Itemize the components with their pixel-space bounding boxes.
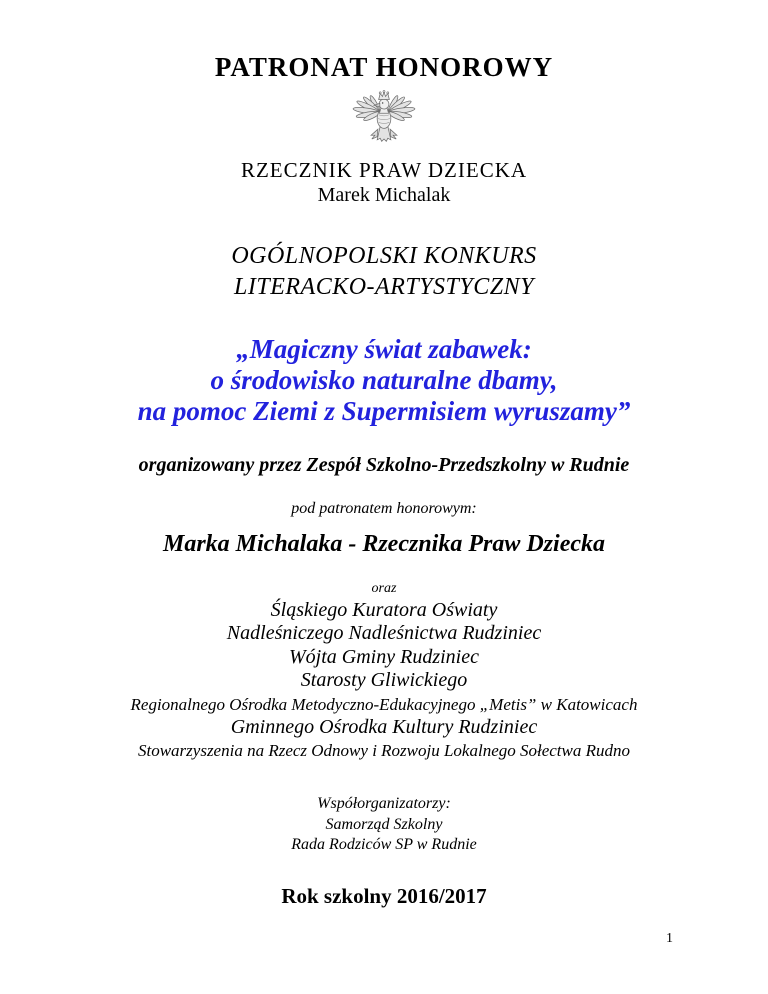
patron-item: Starosty Gliwickiego (300, 669, 468, 692)
patron-item: Wójta Gminy Rudziniec (289, 645, 479, 668)
patron-item: Nadleśniczego Nadleśnictwa Rudziniec (226, 622, 542, 645)
contest-title-line: o środowisko naturalne dbamy, (210, 365, 558, 395)
patron-item: Stowarzyszenia na Rzecz Odnowy i Rozwoju Lokalnego Sołectwa Rudno (137, 741, 631, 761)
contest-type (0, 241, 768, 303)
patron-item: Regionalnego Ośrodka Metodyczno-Edukacyjnego „Metis” w Katowicach (130, 694, 638, 714)
contest-type-line: LITERACKO-ARTYSTYCZNY (234, 274, 534, 300)
patron-item: Gminnego Ośrodka Kultury Rudziniec (230, 716, 538, 739)
polish-eagle-emblem-icon (346, 86, 422, 148)
school-year: Rok szkolny 2016/2017 (281, 884, 487, 908)
main-patron: Marka Michalaka - Rzecznika Praw Dziecka (162, 531, 605, 557)
coorganizers-label: Współorganizatorzy: (317, 795, 451, 812)
coorganizer-item: Rada Rodziców SP w Rudnie (291, 836, 477, 853)
conjunction-oraz: oraz (371, 581, 397, 596)
page-number: 1 (666, 931, 673, 946)
organizer-line: organizowany przez Zespół Szkolno-Przedszkolny w Rudnie (138, 454, 630, 476)
patron-item: Śląskiego Kuratora Oświaty (270, 599, 498, 621)
contest-type-line: OGÓLNOPOLSKI KONKURS (231, 243, 537, 269)
contest-title-line: „Magiczny świat zabawek: (236, 334, 532, 364)
coorganizers-block (0, 794, 768, 856)
page-title: PATRONAT HONOROWY (214, 52, 554, 82)
contest-title-line: na pomoc Ziemi z Supermisiem wyruszamy” (137, 396, 631, 426)
patronage-intro: pod patronatem honorowym: (291, 500, 477, 517)
contest-title (0, 334, 768, 427)
coorganizer-item: Samorząd Szkolny (325, 815, 443, 833)
patron-institution: RZECZNIK PRAW DZIECKA (240, 158, 528, 182)
patrons-list (0, 599, 768, 763)
patron-name: Marek Michalak (317, 184, 451, 206)
